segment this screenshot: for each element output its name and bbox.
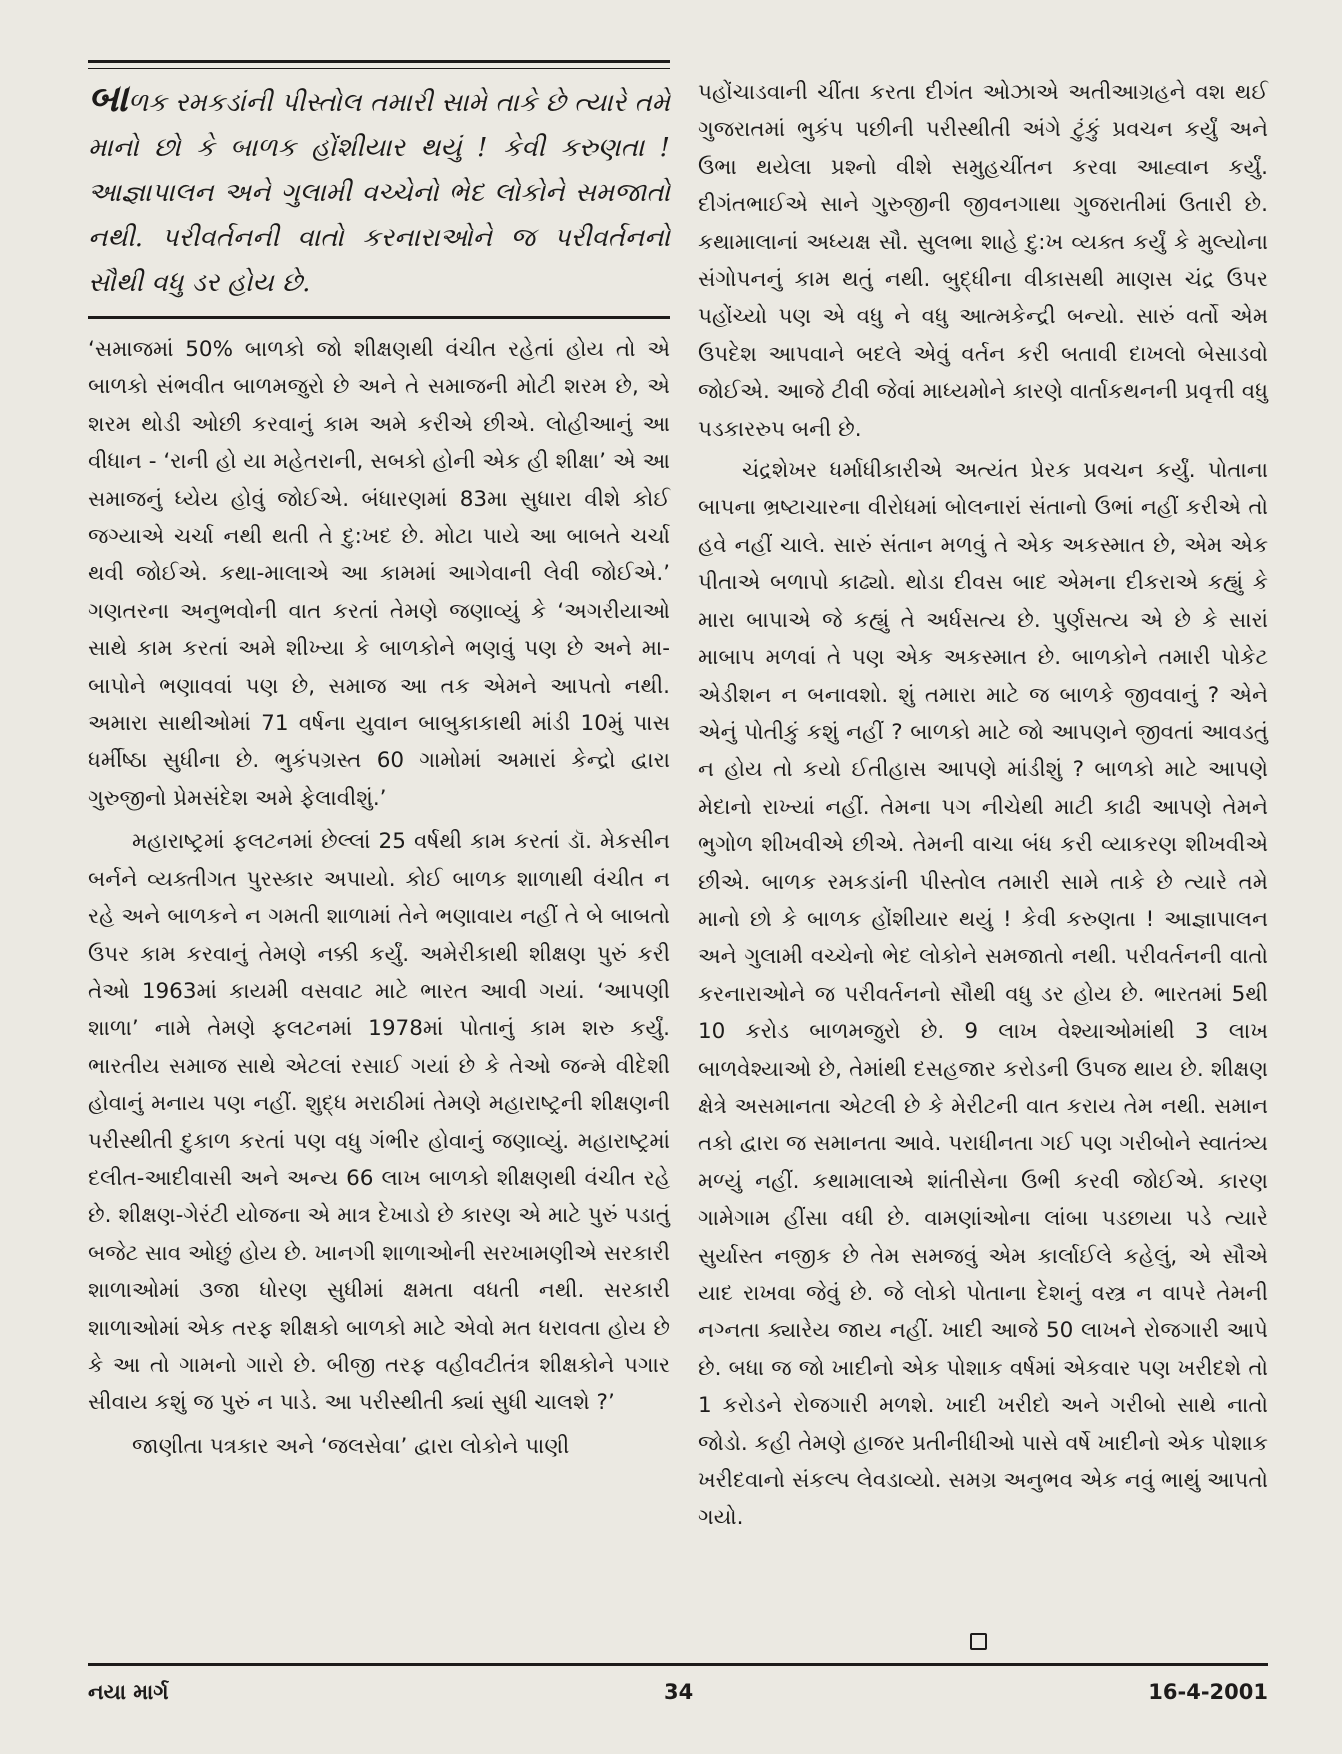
page-number: 34 [664,1680,694,1704]
right-column [698,74,1268,1537]
pull-quote-text: ળક રમકડાંની પીસ્તોલ તમારી સામે તાકે છે ત્યારે તમે માનો છો કે બાળક હોંશીયાર થયું ! કેવી કરુણતા ! આજ્ઞાપાલન અને ગુલામી વચ્ચેનો ભેદ લોકોને સમજાતો નથી. પરીવર્તનની વાતો કરનારાઓને જ પરીવર્તનનો સૌથી વધુ ડર હોય છે. [88,88,670,298]
issue-date: 16-4-2001 [1148,1680,1268,1704]
pull-quote [88,69,670,308]
right-paragraph-2: ચંદ્રશેખર ધર્માધીકારીએ અત્યંત પ્રેરક પ્રવચન કર્યું. પોતાના બાપના ભ્રષ્ટાચારના વીરોધમાં બોલનારાં સંતાનો ઉભાં નહીં કરીએ તો હવે નહીં ચાલે. સારું સંતાન મળવું તે એક અકસ્માત છે, એમ એક પીતાએ બળાપો કાઢ્યો. થોડા દીવસ બાદ એમના દીકરાએ કહ્યું કે મારા બાપાએ જે કહ્યું તે અર્ધસત્ય છે. પુર્ણસત્ય એ છે કે સારાં માબાપ મળવાં તે પણ એક અકસ્માત છે. બાળકોને તમારી પોકેટ એડીશન ન બનાવશો. શું તમારા માટે જ બાળકે જીવવાનું ? એને એનું પોતીકું કશું નહીં ? બાળકો માટે જો આપણને જીવતાં આવડતું ન હોય તો કયો ઈતીહાસ આપણે માંડીશું ? બાળકો માટે આપણે મેદાનો રાખ્યાં નહીં. તેમના પગ નીચેથી માટી કાઢી આપણે તેમને ભુગોળ શીખવીએ છીએ. તેમની વાચા બંધ કરી વ્યાકરણ શીખવીએ છીએ. બાળક રમકડાંની પીસ્તોલ તમારી સામે તાકે છે ત્યારે તમે માનો છો કે બાળક હોંશીયાર થયું ! કેવી કરુણતા ! આજ્ઞાપાલન અને ગુલામી વચ્ચેનો ભેદ લોકોને સમજાતો નથી. પરીવર્તનની વાતો કરનારાઓને જ પરીવર્તનનો સૌથી વધુ ડર હોય છે. ભારતમાં 5થી 10 કરોડ બાળમજુરો છે. 9 લાખ વેશ્યાઓમાંથી 3 લાખ બાળવેશ્યાઓ છે, તેમાંથી દસહજાર કરોડની ઉપજ થાય છે. શીક્ષણ ક્ષેત્રે અસમાનતા એટલી છે કે મેરીટની વાત કરાય તેમ નથી. સમાન તકો દ્વારા જ સમાનતા આવે. પરાધીનતા ગઈ પણ ગરીબોને સ્વાતંત્ર્ય મળ્યું નહીં. કથામાલાએ શાંતીસેના ઉભી કરવી જોઈએ. કારણ ગામેગામ હીંસા વધી છે. વામણાંઓના લાંબા પડછાયા પડે ત્યારે સુર્યાસ્ત નજીક છે તેમ સમજવું એમ કાર્લાઈલે કહેલું, એ સૌએ યાદ રાખવા જેવું છે. જે લોકો પોતાના દેશનું વસ્ત્ર ન વાપરે તેમની નગ્નતા ક્યારેય જાય નહીં. ખાદી આજે 50 લાખને રોજગારી આપે છે. બધા જ જો ખાદીનો એક પોશાક વર્ષમાં એકવાર પણ ખરીદશે તો 1 કરોડને રોજગારી મળશે. ખાદી ખરીદો અને ગરીબો સાથે નાતો જોડો. કહી તેમણે હાજર પ્રતીનીધીઓ પાસે વર્ષે ખાદીનો એક પોશાક ખરીદવાનો સંકલ્પ લેવડાવ્યો. સમગ્ર અનુભવ એક નવું ભાથું આપતો ગયો. [698,458,1268,1531]
publication-name: નયા માર્ગ [88,1680,169,1704]
left-paragraph-1: ‘સમાજમાં 50% બાળકો જો શીક્ષણથી વંચીત રહેતાં હોય તો એ બાળકો સંભવીત બાળમજુરો છે અને તે સમાજની મોટી શરમ છે, એ શરમ થોડી ઓછી કરવાનું કામ અમે કરીએ છીએ. લોહીઆનું આ વીધાન - ‘રાની હો યા મહેતરાની, સબકો હોની એક હી શીક્ષા’ એ આ સમાજનું ધ્યેય હોવું જોઈએ. બંધારણમાં 83મા સુધારા વીશે કોઈ જગ્યાએ ચર્ચા નથી થતી તે દુ:ખદ છે. મોટા પાયે આ બાબતે ચર્ચા થવી જોઈએ. કથા-માલાએ આ કામમાં આગેવાની લેવી જોઈએ.’ ગણતરના અનુભવોની વાત કરતાં તેમણે જણાવ્યું કે ‘અગરીયાઓ સાથે કામ કરતાં અમે શીખ્યા કે બાળકોને ભણવું પણ છે અને મા-બાપોને ભણાવવાં પણ છે, સમાજ આ તક એમને આપતો નથી. અમારા સાથીઓમાં 71 વર્ષના યુવાન બાબુકાકાથી માંડી 10મું પાસ ધર્મીષ્ઠા સુધીના છે. ભુકંપગ્રસ્ત 60 ગામોમાં અમારાં કેન્દ્રો દ્વારા ગુરુજીનો પ્રેમસંદેશ અમે ફેલાવીશું.’ [88,337,670,811]
left-column [88,60,670,1465]
pull-quote-bottom-rule [88,316,670,319]
page-footer [88,1680,1268,1710]
pull-quote-dropcap: બા [88,75,128,120]
left-paragraph-3: જાણીતા પત્રકાર અને ‘જલસેવા’ દ્વારા લોકોને પાણી [132,1433,570,1459]
footer-rule [88,1663,1268,1666]
right-paragraph-1: પહોંચાડવાની ચીંતા કરતા દીગંત ઓઝાએ અતીઆગ્રહને વશ થઈ ગુજરાતમાં ભુકંપ પછીની પરીસ્થીતી અંગે ટુંકું પ્રવચન કર્યું અને ઉભા થયેલા પ્રશ્નો વીશે સમુહચીંતન કરવા આહ્વાન કર્યું. દીગંતભાઈએ સાને ગુરુજીની જીવનગાથા ગુજરાતીમાં ઉતારી છે. કથામાલાનાં અધ્યક્ષ સૌ. સુલભા શાહે દુ:ખ વ્યક્ત કર્યું કે મુલ્યોના સંગોપનનું કામ થતું નથી. બુદ્ધીના વીકાસથી માણસ ચંદ્ર ઉપર પહોંચ્યો પણ એ વધુ ને વધુ આત્મકેન્દ્રી બન્યો. સારું વર્તો એમ ઉપદેશ આપવાને બદલે એવું વર્તન કરી બતાવી દાખલો બેસાડવો જોઈએ. આજે ટીવી જેવાં માધ્યમોને કારણે વાર્તાકથનની પ્રવૃત્તી વધુ પડકારરુપ બની છે. [698,80,1268,442]
article-end-mark [970,1633,987,1650]
pull-quote-box [88,60,670,319]
pull-quote-top-rule [88,60,670,69]
left-paragraph-2: મહારાષ્ટ્રમાં ફલટનમાં છેલ્લાં 25 વર્ષથી કામ કરતાં ડૉ. મેકસીન બર્નને વ્યક્તીગત પુરસ્કાર અપાયો. કોઈ બાળક શાળાથી વંચીત ન રહે અને બાળકને ન ગમતી શાળામાં તેને ભણાવાય નહીં તે બે બાબતો ઉપર કામ કરવાનું તેમણે નક્કી કર્યું. અમેરીકાથી શીક્ષણ પુરું કરી તેઓ 1963માં કાયમી વસવાટ માટે ભારત આવી ગયાં. ‘આપણી શાળા’ નામે તેમણે ફલટનમાં 1978માં પોતાનું કામ શરુ કર્યું. ભારતીય સમાજ સાથે એટલાં રસાઈ ગયાં છે કે તેઓ જન્મે વીદેશી હોવાનું મનાય પણ નહીં. શુદ્ધ મરાઠીમાં તેમણે મહારાષ્ટ્રની શીક્ષણની પરીસ્થીતી દુકાળ કરતાં પણ વધુ ગંભીર હોવાનું જણાવ્યું. મહારાષ્ટ્રમાં દલીત-આદીવાસી અને અન્ય 66 લાખ બાળકો શીક્ષણથી વંચીત રહે છે. શીક્ષણ-ગેરંટી યોજના એ માત્ર દેખાડો છે કારણ એ માટે પુરું પડાતું બજેટ સાવ ઓછું હોય છે. ખાનગી શાળાઓની સરખામણીએ સરકારી શાળાઓમાં ૩જા ધોરણ સુધીમાં ક્ષમતા વધતી નથી. સરકારી શાળાઓમાં એક તરફ શીક્ષકો બાળકો માટે એવો મત ધરાવતા હોય છે કે આ તો ગામનો ગારો છે. બીજી તરફ વહીવટીતંત્ર શીક્ષકોને પગાર સીવાય કશું જ પુરું ન પાડે. આ પરીસ્થીતી ક્યાં સુધી ચાલશે ?’ [88,829,670,1416]
